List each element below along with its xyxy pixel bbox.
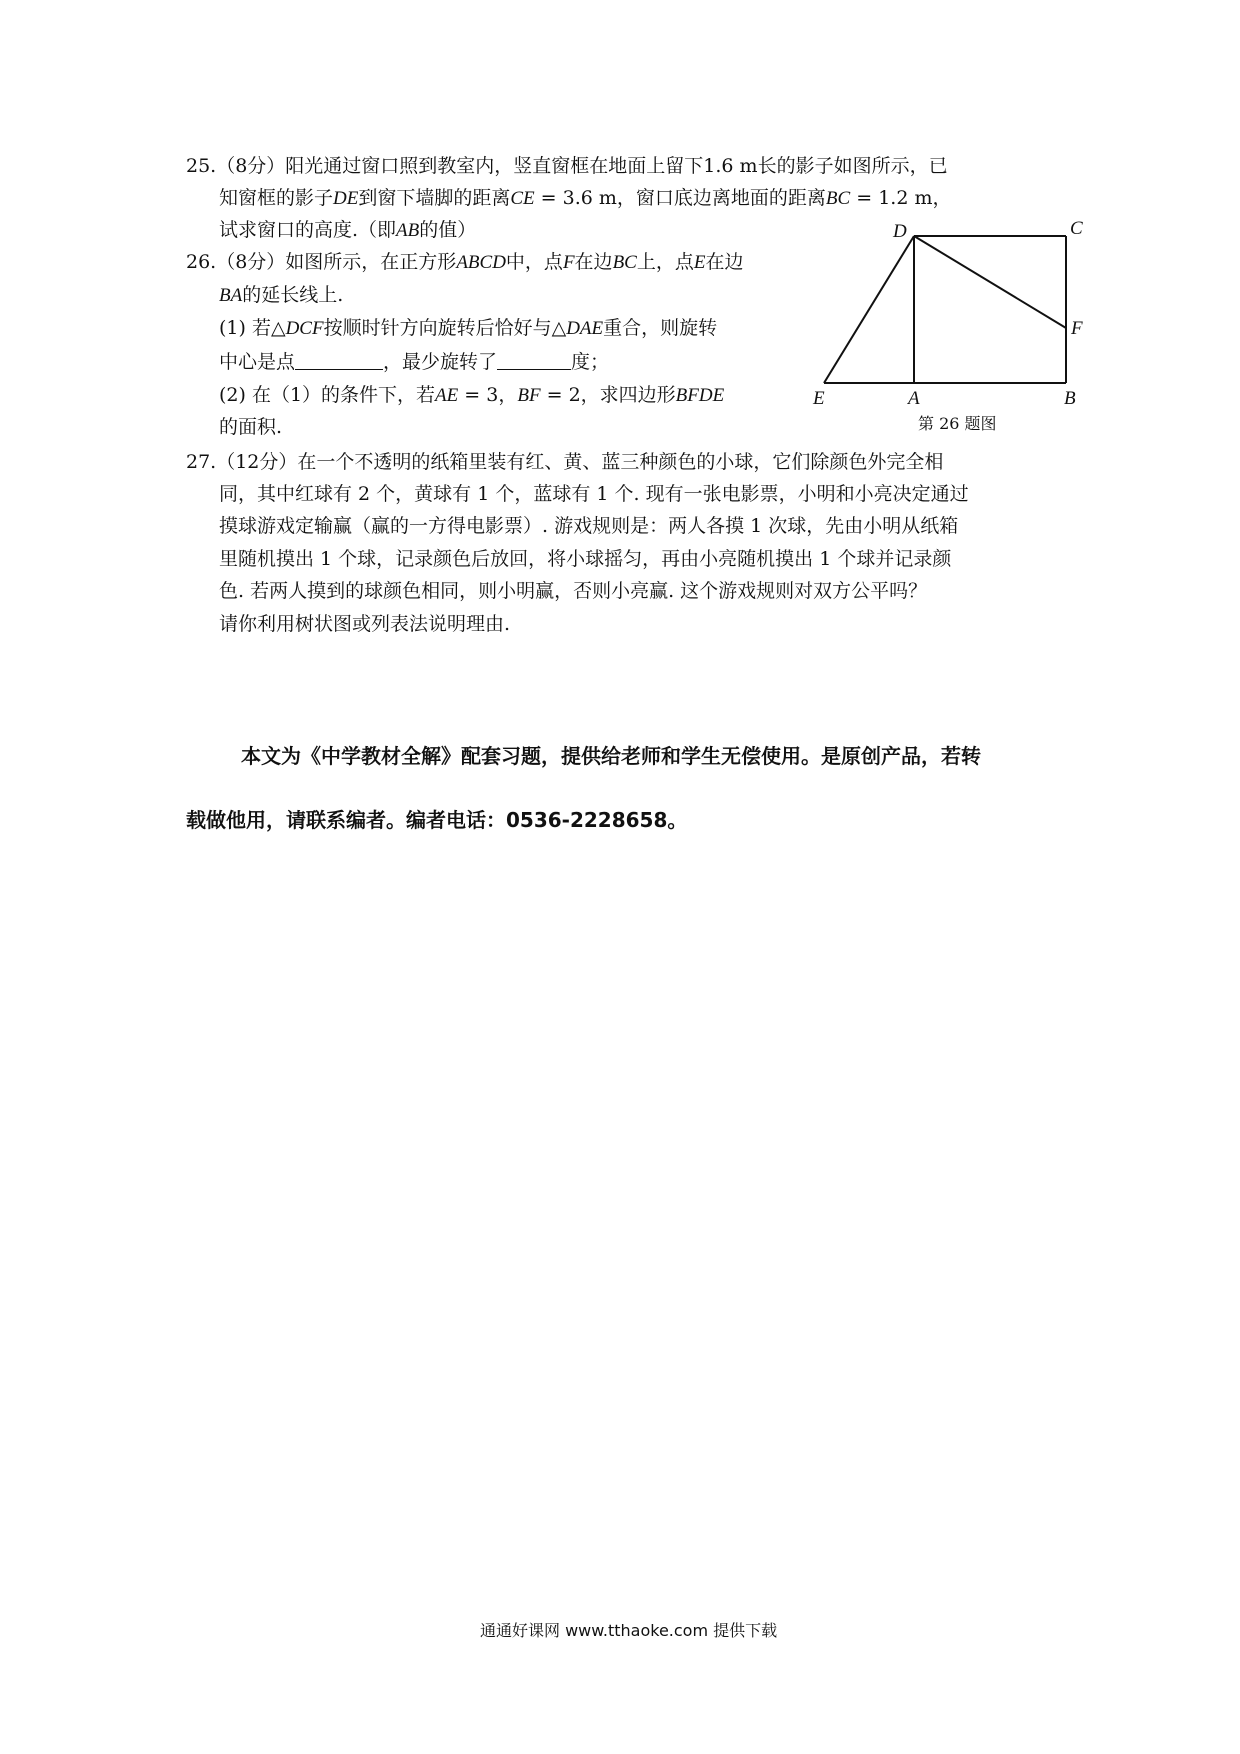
q25-var-ce: CE [510, 188, 535, 209]
q26-var-bf: BF [517, 385, 541, 406]
q27-line-6 [219, 611, 510, 637]
q27-line-4 [219, 546, 951, 572]
q26-var-dae: DAE [566, 318, 604, 339]
q26-var-ae: AE [435, 385, 459, 406]
q25-text-3a: 试求窗口的高度.（即 [219, 219, 397, 241]
q26-text-1a: 26.（8分）如图所示，在正方形 [186, 251, 457, 273]
q26-var-e: E [693, 252, 706, 273]
label-e: E [813, 388, 825, 409]
q25-text-3b: 的值） [419, 219, 477, 241]
answer-blank-center[interactable] [295, 351, 383, 370]
label-d: D [893, 221, 907, 242]
q27-text-6: 请你利用树状图或列表法说明理由. [219, 613, 511, 635]
q26-text-1d: 上，点 [636, 251, 694, 273]
q25-text-2d: = 1.2 m， [850, 187, 952, 209]
q26-var-bc: BC [612, 252, 637, 273]
q27-text-1: 27.（12分）在一个不透明的纸箱里装有红、黄、蓝三种颜色的小球，它们除颜色外完全相 [186, 451, 944, 473]
q26-part1-line-1 [219, 315, 717, 342]
q26-p1-text-a: (1) 若△ [219, 317, 286, 339]
q26-line-1 [186, 249, 743, 276]
q26-p1-text-c: 重合，则旋转 [603, 317, 718, 339]
q25-text-2b: 到窗下墙脚的距离 [358, 187, 511, 209]
q27-line-5 [219, 578, 927, 604]
q26-p2-text-d: 的面积. [219, 416, 283, 438]
q26-var-abcd: ABCD [456, 252, 506, 273]
q25-var-de: DE [333, 188, 359, 209]
q26-part2-line-2 [219, 414, 282, 440]
segment-de [824, 236, 914, 383]
q26-p1-text-f: 度； [571, 351, 610, 373]
q26-part1-line-2 [219, 349, 609, 375]
segment-df [914, 236, 1066, 328]
q27-line-3 [219, 513, 958, 539]
label-b: B [1064, 388, 1076, 409]
q27-text-2: 同，其中红球有 2 个，黄球有 1 个，蓝球有 1 个. 现有一张电影票，小明和小亮决定通过 [219, 483, 969, 505]
figure-caption: 第 26 题图 [918, 414, 997, 433]
q26-line-2 [219, 282, 343, 309]
q26-part2-line-1 [219, 382, 724, 409]
q27-line-1 [186, 449, 943, 475]
label-c: C [1070, 218, 1083, 239]
q25-line-2 [219, 185, 951, 212]
q26-p2-text-b: = 3， [458, 384, 518, 406]
q25-var-bc: BC [825, 188, 851, 209]
copyright-notice-line-1: 本文为《中学教材全解》配套习题，提供给老师和学生无偿使用。是原创产品，若转 [241, 744, 981, 768]
q26-p2-text-c: = 2，求四边形 [540, 384, 676, 406]
q26-var-bfde: BFDE [675, 385, 725, 406]
q26-var-f: F [562, 252, 575, 273]
label-a: A [908, 388, 920, 409]
q26-text-1c: 在边 [574, 251, 613, 273]
q27-text-3: 摸球游戏定输赢（赢的一方得电影票）. 游戏规则是：两人各摸 1 次球，先由小明从纸箱 [219, 515, 959, 537]
q27-text-4: 里随机摸出 1 个球，记录颜色后放回，将小球摇匀，再由小亮随机摸出 1 个球并记录颜 [219, 548, 952, 570]
q26-var-ba: BA [219, 285, 243, 306]
answer-blank-degrees[interactable] [497, 351, 571, 370]
q25-text-2c: = 3.6 m，窗口底边离地面的距离 [534, 187, 826, 209]
q26-p1-text-d: 中心是点 [219, 351, 296, 373]
q25-line-3 [219, 217, 476, 244]
q25-text-1: 25.（8分）阳光通过窗口照到教室内，竖直窗框在地面上留下1.6 m长的影子如图所示，已 [186, 155, 948, 177]
q26-var-dcf: DCF [285, 318, 324, 339]
q26-p2-text-a: (2) 在（1）的条件下，若 [219, 384, 436, 406]
q26-text-2: 的延长线上. [242, 284, 344, 306]
copyright-notice-line-2: 载做他用，请联系编者。编者电话：0536-2228658。 [186, 808, 688, 832]
q26-text-1e: 在边 [705, 251, 744, 273]
label-f: F [1071, 318, 1083, 339]
q25-var-ab: AB [396, 220, 420, 241]
q26-p1-text-b: 按顺时针方向旋转后恰好与△ [323, 317, 567, 339]
q26-text-1b: 中，点 [505, 251, 563, 273]
q26-p1-text-e: ，最少旋转了 [383, 351, 498, 373]
q27-line-2 [219, 481, 969, 507]
q25-line-1 [186, 153, 948, 179]
q25-text-2a: 知窗框的影子 [219, 187, 334, 209]
q27-text-5: 色. 若两人摸到的球颜色相同，则小明赢，否则小亮赢. 这个游戏规则对双方公平吗？ [219, 580, 928, 602]
page-footer: 通通好课网 www.tthaoke.com 提供下载 [480, 1621, 778, 1640]
